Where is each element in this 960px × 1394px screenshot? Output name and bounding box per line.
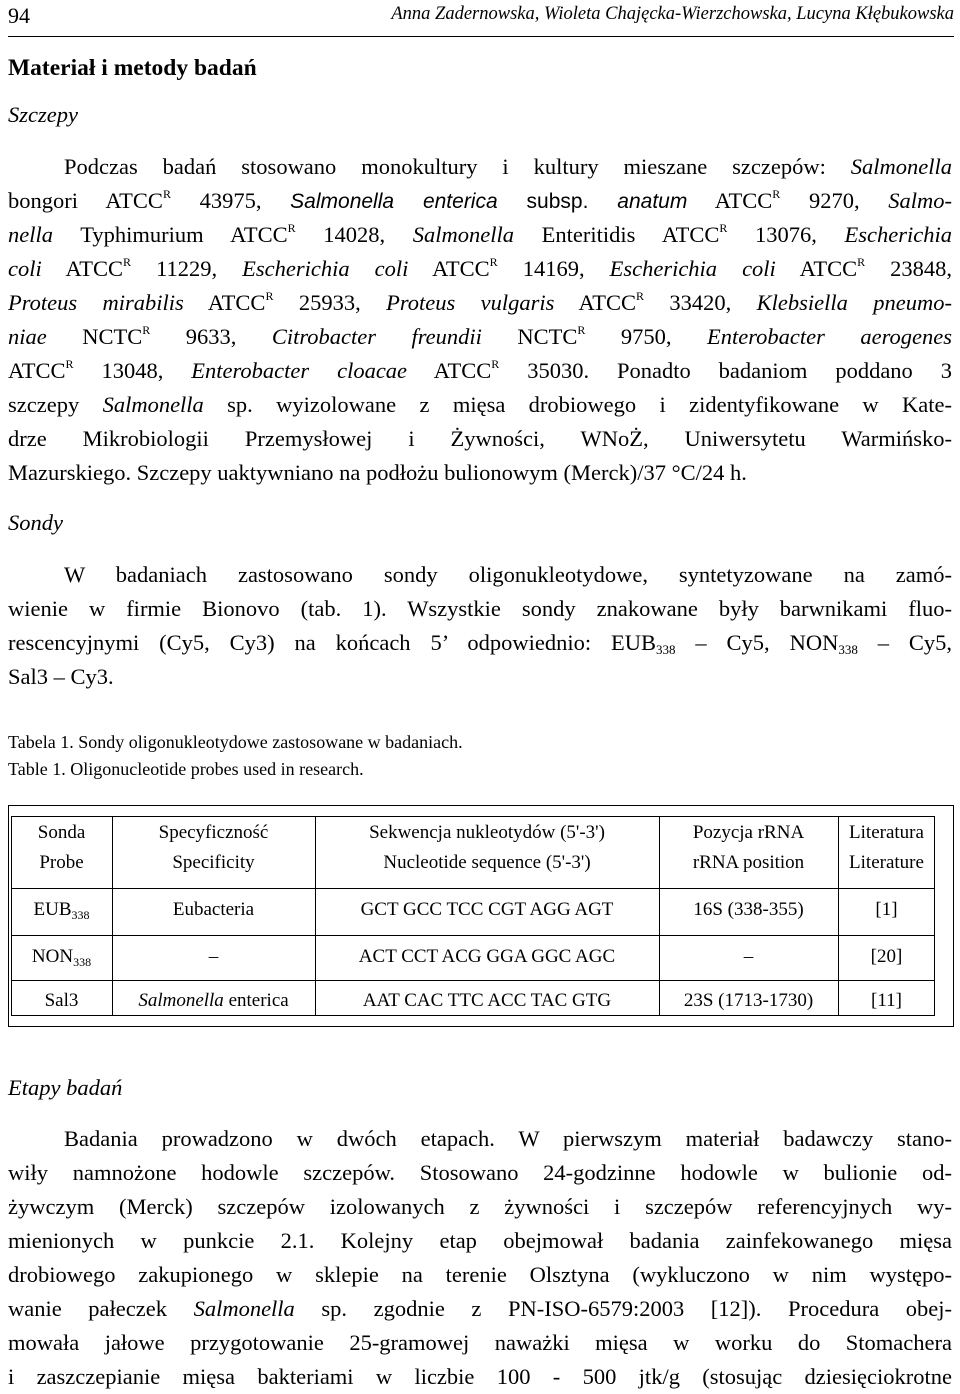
running-header-authors: Anna Zadernowska, Wioleta Chajęcka-Wierzchowska, Lucyna Kłębukowska <box>391 4 954 24</box>
text-line: Sal3 – Cy3. <box>8 664 114 689</box>
text-line: mowała jałowe przygotowanie 25-gramowej naważki mięsa w worku do Stomachera <box>8 1330 952 1355</box>
text-line: i zaszczepianie mięsa bakteriami w liczbie 100 - 500 jtk/g (stosując dziesięciokrotne <box>8 1364 952 1389</box>
table-rule <box>11 935 935 936</box>
table-cell: 23S (1713-1730) <box>683 990 814 1011</box>
table-header-cell: Sekwencja nukleotydów (5'-3') Nucleotide sequence (5'-3') <box>369 822 605 873</box>
text-line: Podczas badań stosowano monokultury i kultury mieszane szczepów: Salmonella <box>64 154 952 179</box>
text-line: wanie pałeczek Salmonella sp. zgodnie z PN-ISO-6579:2003 [12]). Procedura obej- <box>8 1296 952 1321</box>
paragraph-strains <box>8 150 952 490</box>
text-line: Badania prowadzono w dwóch etapach. W pierwszym materiał badawczy stano- <box>64 1126 952 1151</box>
table-cell: AAT CAC TTC ACC TAC GTG <box>362 990 612 1011</box>
table-cell: Sal3 <box>44 990 79 1011</box>
table-caption-en: Table 1. Oligonucleotide probes used in research. <box>8 759 364 779</box>
text-line: $ATCC^R$ 13048, Enterobacter cloacae $ATCC^R$ 35030. Ponadto badaniom poddano 3 <box>8 357 952 383</box>
text-line: bongori $ATCC^R$ 43975, Salmonella enterica subsp. anatum $ATCC^R$ 9270, Salmo- <box>8 187 953 213</box>
table-cell: [20] <box>870 946 903 967</box>
table-cell: – <box>208 946 219 967</box>
text-line: drobiowego zakupionego w sklepie na terenie Olsztyna (wykluczono w nim występo- <box>8 1262 952 1287</box>
table-rule <box>11 980 935 981</box>
table-caption-pl: Tabela 1. Sondy oligonukleotydowe zastosowane w badaniach. <box>8 732 463 752</box>
text-line: coli $ATCC^R$ 11229, Escherichia coli $ATCC^R$ 14169, Escherichia coli $ATCC^R$ 23848, <box>8 255 953 281</box>
table-cell: [11] <box>871 990 902 1011</box>
text-line: nella Typhimurium $ATCC^R$ 14028, Salmonella Enteritidis $ATCC^R$ 13076, Escherichia <box>8 221 952 247</box>
table-header-cell: Pozycja rRNA rRNA position <box>692 822 805 873</box>
table-cell: $NON_{338}$ <box>31 946 92 969</box>
text-line: szczepy Salmonella sp. wyizolowane z mięsa drobiowego i zidentyfikowane w Kate- <box>8 392 952 417</box>
text-line: rescencyjnymi (Cy5, Cy3) na końcach 5’ odpowiednio: $EUB_{338} - Cy5$, $NON_{338} - Cy5$, <box>8 630 952 657</box>
section-title: Materiał i metody badań <box>8 55 257 81</box>
text-line: mienionych w punkcie 2.1. Kolejny etap obejmował badania zainfekowanego mięsa <box>8 1228 952 1253</box>
table-header-cell: Literatura Literature <box>849 822 924 873</box>
text-line: Proteus mirabilis $ATCC^R$ 25933, Proteus vulgaris $ATCC^R$ 33420, Klebsiella pneumo- <box>8 289 952 315</box>
table-cell: [1] <box>875 899 898 920</box>
table-header-cell: Specyficzność Specificity <box>158 822 269 873</box>
text-line: żywczym (Merck) szczepów izolowanych z żywności i szczepów referencyjnych wy- <box>8 1194 952 1219</box>
page-header <box>8 0 954 37</box>
table-cell: GCT GCC TCC CGT AGG AGT <box>360 899 614 920</box>
page-number: 94 <box>8 3 30 28</box>
subsection-probes: Sondy <box>8 510 63 535</box>
paragraph-probes <box>8 558 952 694</box>
text-line: W badaniach zastosowano sondy oligonukleotydowe, syntetyzowane na zamó- <box>64 562 952 587</box>
table-rule <box>11 888 935 889</box>
text-line: wienie w firmie Bionovo (tab. 1). Wszystkie sondy znakowane były barwnikami fluo- <box>8 596 952 621</box>
table-cell: $EUB_{338}$ <box>33 899 90 922</box>
text-line: wiły namnożone hodowle szczepów. Stosowano 24-godzinne hodowle w bulionie od- <box>8 1160 952 1185</box>
table-cell: 16S (338-355) <box>693 899 804 920</box>
subsection-strains: Szczepy <box>8 102 78 127</box>
table-cell: Salmonella enterica <box>138 990 289 1011</box>
paragraph-stages <box>8 1122 952 1394</box>
table-cell: Eubacteria <box>172 899 255 920</box>
text-line: Mazurskiego. Szczepy uaktywniano na podłożu bulionowym (Merck)/37 °C/24 h. <box>8 460 747 485</box>
table-cell: – <box>743 946 754 967</box>
text-line: drze Mikrobiologii Przemysłowej i Żywności, WNoŻ, Uniwersytetu Warmińsko- <box>8 426 952 451</box>
subsection-stages: Etapy badań <box>8 1075 123 1100</box>
table-header-cell: Sonda Probe <box>37 822 86 873</box>
table-cell: ACT CCT ACG GGA GGC AGC <box>358 946 616 967</box>
text-line: niae $NCTC^R$ 9633, Citrobacter freundii $NCTC^R$ 9750, Enterobacter aerogenes <box>8 323 953 349</box>
